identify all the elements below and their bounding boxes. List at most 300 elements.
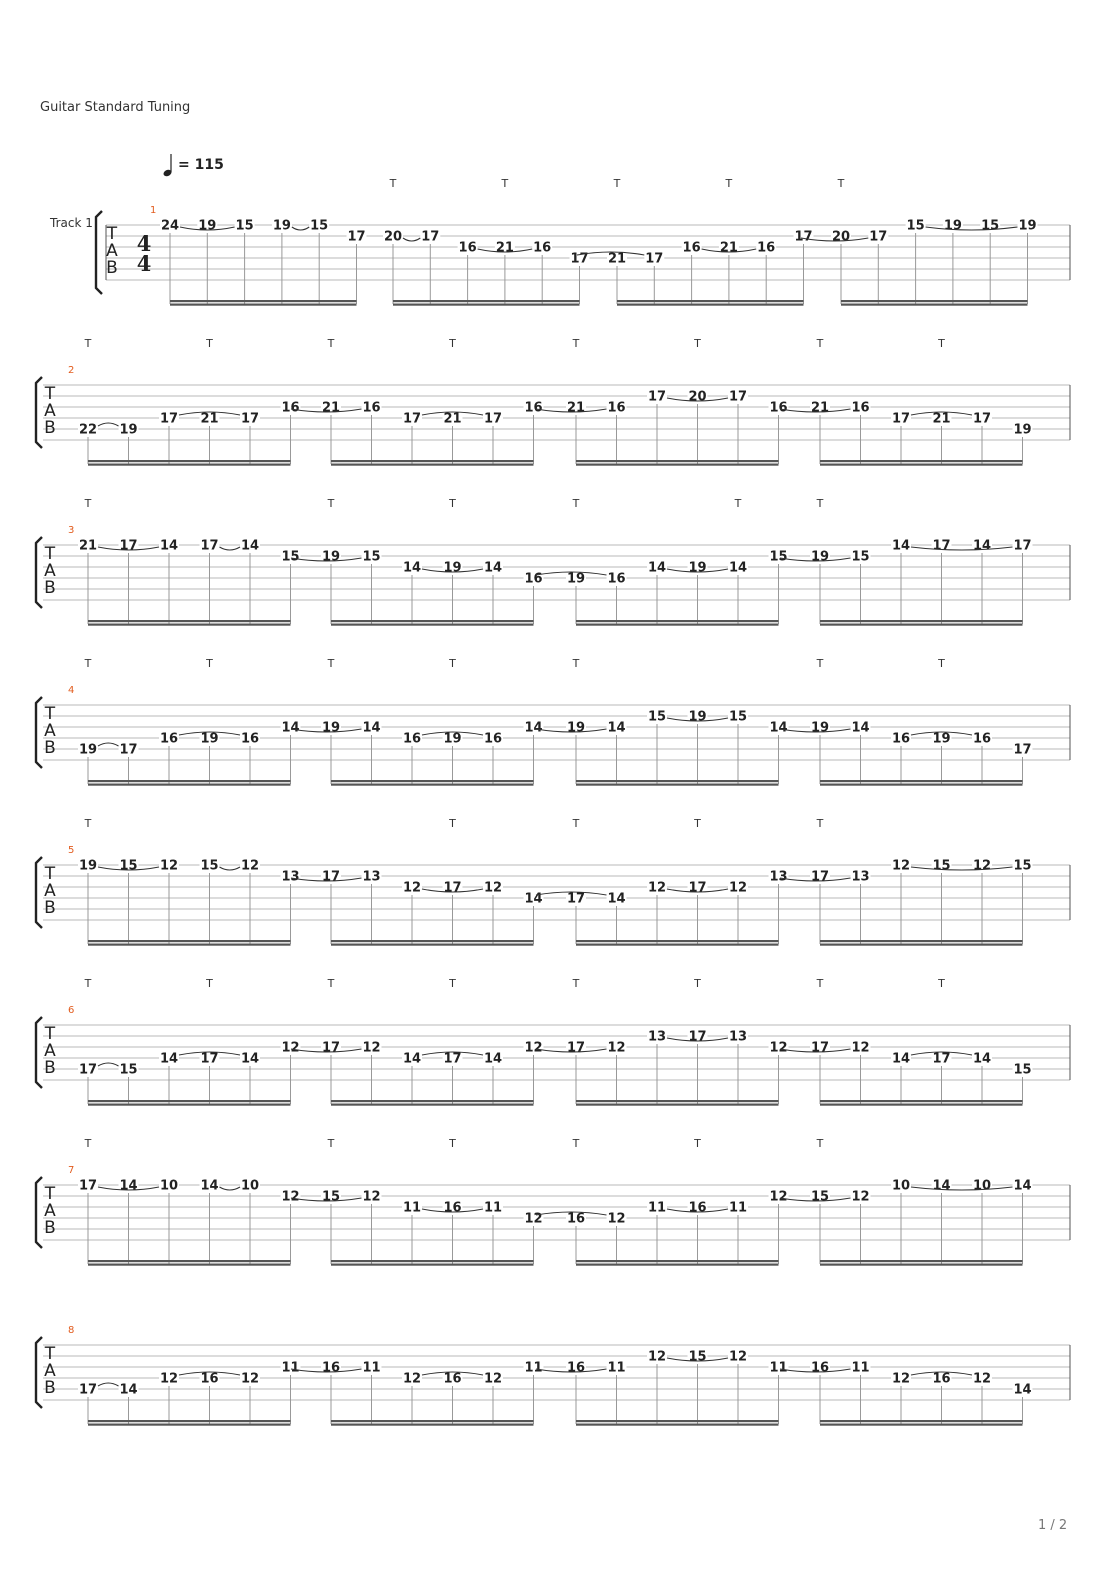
fret-number: 16 [200,1371,219,1387]
fret-number: 19 [688,560,707,576]
fret-number: 22 [78,422,98,438]
slur-arc [98,1383,119,1386]
tap-mark: T [206,657,213,670]
fret-number: 12 [728,1349,748,1365]
fret-number: 12 [607,1211,626,1227]
beam-secondary [331,464,534,466]
beam-secondary [576,1264,779,1266]
fret-number: 16 [443,1371,462,1387]
tap-mark: T [572,337,580,350]
tap-mark: T [938,977,945,990]
fret-number: 17 [402,411,422,427]
system-bracket [36,1177,42,1248]
beam-primary [331,1260,534,1262]
fret-number: 12 [402,1371,422,1387]
fret-number: 10 [240,1178,260,1194]
fret-number: 15 [235,218,254,234]
fret-number: 12 [972,858,992,874]
beam-secondary [331,944,534,946]
fret-number: 11 [607,1360,626,1376]
fret-number: 19 [78,858,98,874]
fret-number: 16 [769,400,788,416]
tap-mark: T [572,1137,580,1150]
tap-mark: T [84,497,92,510]
tab-clef-letter: B [44,898,56,918]
tab-clef-letter: A [44,721,56,741]
beam-primary [841,300,1028,302]
fret-number: 16 [533,240,552,256]
beam-primary [331,460,534,462]
fret-number: 17 [645,251,664,267]
fret-number: 19 [810,549,830,565]
slur-arc [98,423,119,426]
fret-number: 14 [524,720,543,736]
fret-number: 12 [891,1371,911,1387]
fret-number: 14 [524,891,543,907]
fret-number: 14 [119,1382,138,1398]
beam-primary [820,1100,1023,1102]
tap-mark: T [449,337,456,350]
beam-primary [820,780,1023,782]
tap-mark: T [694,1137,701,1150]
fret-number: 17 [321,1040,341,1056]
tab-clef-letter: B [44,578,56,598]
fret-number: 15 [1013,1062,1032,1078]
fret-number: 21 [78,538,98,554]
tab-clef-letter: B [44,418,56,438]
tap-mark: T [816,817,824,830]
beam-secondary [88,1104,291,1106]
fret-number: 14 [851,720,870,736]
fret-number: 13 [362,869,381,885]
tab-clef-letter: T [44,1024,56,1044]
beam-primary [88,1100,291,1102]
fret-number: 17 [240,411,260,427]
fret-number: 17 [1013,742,1032,758]
tab-clef-letter: A [44,401,56,421]
beam-primary [88,620,291,622]
beam-primary [88,460,291,462]
fret-number: 17 [972,411,992,427]
fret-number: 17 [119,742,138,758]
tap-mark: T [206,977,213,990]
fret-number: 16 [443,1200,462,1216]
fret-number: 21 [810,400,830,416]
tap-mark: T [84,337,92,350]
fret-number: 16 [281,400,300,416]
fret-number: 11 [402,1200,422,1216]
fret-number: 16 [362,400,381,416]
fret-number: 15 [281,549,300,565]
fret-number: 14 [647,560,667,576]
tap-mark: T [206,337,213,350]
beam-secondary [88,624,291,626]
beam-secondary [576,944,779,946]
fret-number: 17 [78,1178,98,1194]
fret-number: 17 [566,1040,586,1056]
beam-primary [331,940,534,942]
tab-clef-letter: A [44,1201,56,1221]
beam-secondary [820,784,1023,786]
fret-number: 16 [851,400,870,416]
fret-number: 12 [240,1371,260,1387]
fret-number: 17 [688,1029,707,1045]
beam-primary [331,1100,534,1102]
tap-mark: T [613,177,621,190]
tab-clef-letter: B [106,258,118,278]
slur-arc [911,547,1013,550]
fret-number: 14 [402,560,422,576]
tab-clef-letter: T [44,384,56,404]
fret-number: 15 [688,1349,707,1365]
tab-clef-letter: A [44,561,56,581]
tab-clef-letter: T [44,864,56,884]
fret-number: 16 [524,400,543,416]
tap-mark: T [327,337,335,350]
fret-number: 12 [281,1189,300,1205]
measure-number: 7 [68,1165,75,1176]
slur-arc [926,227,1018,230]
beam-secondary [88,464,291,466]
fret-number: 15 [647,709,667,725]
tap-mark: T [938,337,945,350]
track-name: Track 1 [50,216,93,230]
fret-number: 16 [458,240,477,256]
tap-mark: T [816,1137,824,1150]
beam-primary [617,300,804,302]
tap-mark: T [572,657,580,670]
beam-primary [576,780,779,782]
fret-number: 20 [383,229,403,245]
fret-number: 15 [769,549,788,565]
slur-arc [98,743,119,746]
time-signature-bottom: 4 [136,251,152,276]
fret-number: 15 [932,858,951,874]
fret-number: 19 [1013,422,1032,438]
beam-primary [576,460,779,462]
fret-number: 14 [972,538,992,554]
fret-number: 17 [443,880,462,896]
fret-number: 17 [443,1051,462,1067]
fret-number: 19 [566,571,586,587]
tap-mark: T [449,1137,456,1150]
beam-secondary [331,1264,534,1266]
beam-secondary [576,624,779,626]
fret-number: 12 [483,880,503,896]
measure-number: 5 [68,845,75,856]
time-signature-top: 4 [136,231,152,256]
fret-number: 12 [159,858,179,874]
beam-primary [170,300,357,302]
fret-number: 14 [240,1051,260,1067]
fret-number: 15 [200,858,219,874]
fret-number: 21 [719,240,738,256]
fret-number: 14 [159,538,179,554]
fret-number: 21 [566,400,586,416]
fret-number: 16 [483,731,503,747]
tap-mark: T [837,177,845,190]
fret-number: 15 [1013,858,1032,874]
fret-number: 19 [321,549,341,565]
beam-primary [820,460,1023,462]
tab-clef-letter: A [44,1041,56,1061]
fret-number: 14 [932,1178,951,1194]
tap-mark: T [84,1137,92,1150]
fret-number: 14 [607,891,626,907]
tap-mark: T [327,657,335,670]
beam-secondary [576,1424,779,1426]
beam-secondary [576,784,779,786]
beam-primary [820,1260,1023,1262]
beam-secondary [820,624,1023,626]
beam-secondary [820,1104,1023,1106]
fret-number: 10 [159,1178,179,1194]
tap-mark: T [572,817,580,830]
fret-number: 12 [972,1371,992,1387]
fret-number: 17 [78,1382,98,1398]
beam-primary [820,620,1023,622]
fret-number: 14 [1013,1382,1032,1398]
fret-number: 17 [321,869,341,885]
slur-arc [220,867,241,870]
fret-number: 16 [688,1200,707,1216]
beam-primary [820,940,1023,942]
fret-number: 16 [566,1211,586,1227]
fret-number: 19 [443,731,462,747]
beam-secondary [170,304,357,306]
tap-mark: T [449,657,456,670]
fret-number: 11 [524,1360,543,1376]
fret-number: 12 [159,1371,179,1387]
fret-number: 13 [728,1029,748,1045]
fret-number: 19 [1018,218,1037,234]
fret-number: 24 [160,218,180,234]
fret-number: 14 [402,1051,422,1067]
fret-number: 17 [159,411,179,427]
tab-clef-letter: A [44,881,56,901]
fret-number: 21 [443,411,462,427]
fret-number: 12 [647,1349,667,1365]
tab-clef-letter: B [44,1058,56,1078]
fret-number: 19 [119,422,138,438]
tab-clef-letter: B [44,738,56,758]
fret-number: 13 [647,1029,667,1045]
tap-mark: T [816,977,824,990]
fret-number: 12 [362,1189,381,1205]
fret-number: 19 [443,560,462,576]
fret-number: 12 [891,858,911,874]
beam-secondary [841,304,1028,306]
fret-number: 14 [1013,1178,1032,1194]
beam-primary [88,940,291,942]
fret-number: 16 [607,400,626,416]
beam-secondary [331,624,534,626]
beam-primary [88,780,291,782]
fret-number: 14 [891,1051,911,1067]
fret-number: 17 [794,229,813,245]
fret-number: 17 [1013,538,1032,554]
fret-number: 14 [769,720,788,736]
fret-number: 17 [570,251,589,267]
tab-clef-letter: A [106,241,118,261]
fret-number: 13 [851,869,870,885]
fret-number: 11 [851,1360,870,1376]
tap-mark: T [449,817,456,830]
fret-number: 21 [932,411,951,427]
fret-number: 11 [281,1360,300,1376]
tap-mark: T [694,817,701,830]
fret-number: 10 [891,1178,911,1194]
beam-secondary [393,304,580,306]
fret-number: 16 [891,731,911,747]
fret-number: 15 [321,1189,341,1205]
fret-number: 16 [159,731,179,747]
fret-number: 19 [943,218,962,234]
beam-secondary [88,784,291,786]
tab-clef-letter: T [44,544,56,564]
fret-number: 11 [362,1360,381,1376]
beam-primary [820,1420,1023,1422]
fret-number: 14 [972,1051,992,1067]
fret-number: 20 [831,229,851,245]
fret-number: 13 [281,869,300,885]
slur-arc [403,238,420,241]
fret-number: 21 [607,251,627,267]
tap-mark: T [816,657,824,670]
tab-clef-letter: T [44,1344,56,1364]
beam-primary [576,1260,779,1262]
tap-mark: T [725,177,733,190]
fret-number: 17 [810,869,830,885]
beam-primary [88,1260,291,1262]
fret-number: 12 [851,1189,870,1205]
measure-number: 8 [68,1325,75,1336]
fret-number: 14 [728,560,748,576]
slur-arc [98,1063,119,1066]
tap-mark: T [572,497,580,510]
fret-number: 19 [78,742,98,758]
beam-secondary [331,1104,534,1106]
tap-mark: T [816,337,824,350]
measure-number: 6 [68,1005,75,1016]
beam-primary [331,1420,534,1422]
tab-clef-letter: B [44,1218,56,1238]
beam-secondary [88,1424,291,1426]
fret-number: 17 [347,229,366,245]
tab-clef-letter: A [44,1361,56,1381]
fret-number: 19 [688,709,707,725]
tab-clef-letter: T [44,704,56,724]
beam-secondary [820,944,1023,946]
fret-number: 16 [972,731,992,747]
fret-number: 15 [851,549,870,565]
fret-number: 12 [769,1040,788,1056]
fret-number: 16 [682,240,701,256]
beam-secondary [88,944,291,946]
tap-mark: T [734,497,742,510]
tap-mark: T [449,497,456,510]
fret-number: 19 [810,720,830,736]
fret-number: 12 [281,1040,300,1056]
beam-secondary [820,1424,1023,1426]
tap-mark: T [327,977,335,990]
fret-number: 16 [524,571,543,587]
tap-mark: T [938,657,945,670]
fret-number: 12 [607,1040,626,1056]
fret-number: 15 [119,858,138,874]
beam-secondary [331,1424,534,1426]
fret-number: 16 [757,240,776,256]
beam-primary [88,1420,291,1422]
measure-number: 4 [68,685,75,696]
beam-primary [576,1420,779,1422]
fret-number: 16 [932,1371,951,1387]
tap-mark: T [694,977,701,990]
beam-secondary [820,1264,1023,1266]
fret-number: 17 [869,229,888,245]
measure-number: 3 [68,525,75,536]
measure-number: 2 [68,365,75,376]
fret-number: 14 [159,1051,179,1067]
beam-secondary [331,784,534,786]
tap-mark: T [572,977,580,990]
fret-number: 11 [483,1200,503,1216]
beam-secondary [820,464,1023,466]
fret-number: 19 [566,720,586,736]
tap-mark: T [389,177,397,190]
fret-number: 14 [607,720,626,736]
fret-number: 12 [524,1040,543,1056]
fret-number: 14 [240,538,260,554]
fret-number: 17 [421,229,440,245]
beam-secondary [617,304,804,306]
fret-number: 14 [483,1051,503,1067]
fret-number: 17 [566,891,586,907]
slur-arc [220,547,241,550]
fret-number: 17 [200,1051,219,1067]
beam-primary [331,780,534,782]
fret-number: 21 [200,411,219,427]
system-bracket [36,697,42,768]
fret-number: 12 [647,880,667,896]
beam-secondary [88,1264,291,1266]
tap-mark: T [327,1137,335,1150]
system-bracket [96,211,102,294]
fret-number: 15 [119,1062,138,1078]
fret-number: 16 [810,1360,830,1376]
fret-number: 14 [891,538,911,554]
fret-number: 15 [362,549,381,565]
tap-mark: T [327,497,335,510]
fret-number: 17 [810,1040,830,1056]
page-number: 1 / 2 [1038,1518,1068,1533]
fret-number: 11 [769,1360,788,1376]
fret-number: 17 [932,1051,951,1067]
system-bracket [36,377,42,448]
fret-number: 14 [200,1178,219,1194]
fret-number: 14 [483,560,503,576]
fret-number: 14 [281,720,300,736]
beam-primary [576,620,779,622]
fret-number: 15 [810,1189,830,1205]
slur-arc [911,1187,1013,1190]
tempo-value: = 115 [178,157,224,173]
fret-number: 17 [932,538,951,554]
fret-number: 12 [728,880,748,896]
fret-number: 17 [78,1062,98,1078]
fret-number: 16 [566,1360,586,1376]
fret-number: 16 [402,731,422,747]
